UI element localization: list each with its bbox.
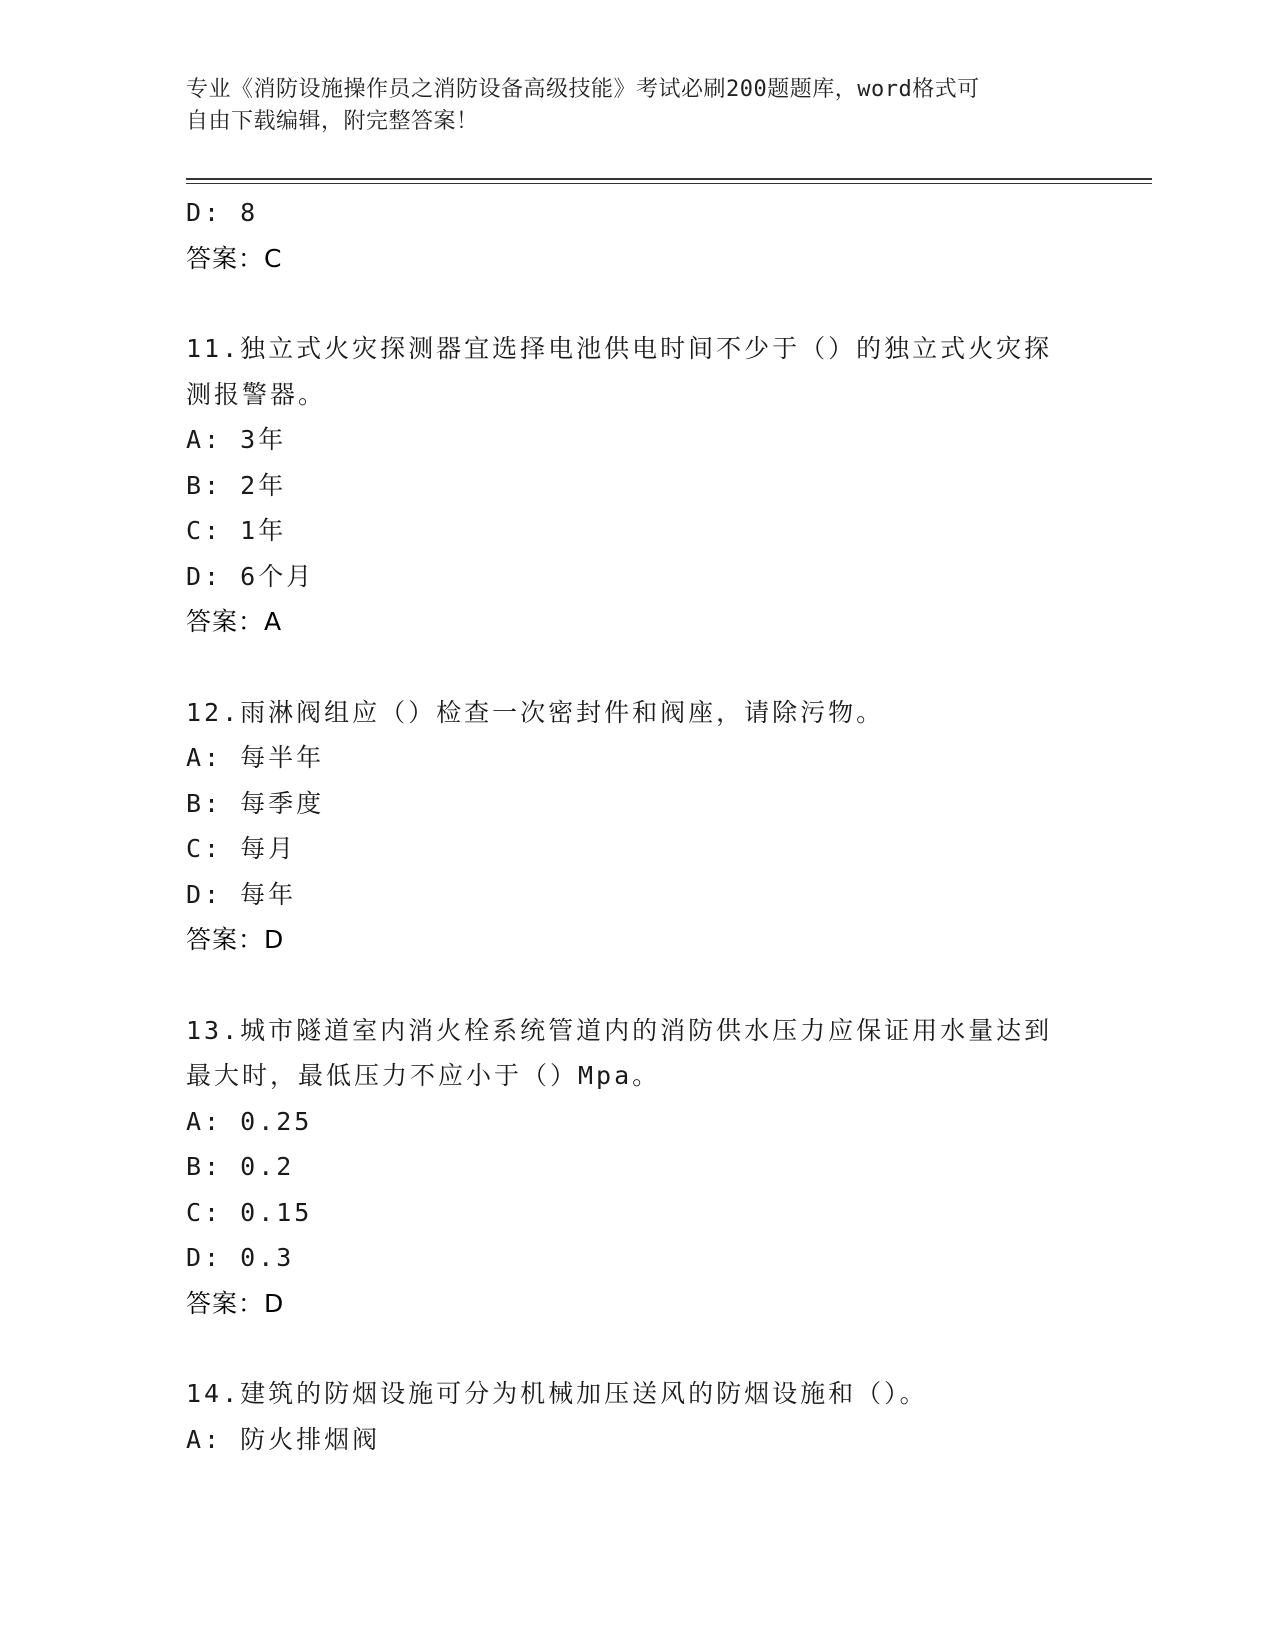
header-divider-thick	[186, 178, 1152, 180]
question-stem: 14.建筑的防烟设施可分为机械加压送风的防烟设施和（）。	[186, 1379, 928, 1408]
question-stem: 11.独立式火灾探测器宜选择电池供电时间不少于（）的独立式火灾探	[186, 334, 1053, 363]
option-c: C: 0.15	[186, 1197, 313, 1227]
question-content	[186, 190, 1086, 1462]
answer-line: 答案：D	[186, 925, 285, 954]
question-11	[186, 326, 1086, 645]
previous-question-tail	[186, 190, 1086, 281]
spacer	[186, 281, 1086, 326]
spacer	[186, 1326, 1086, 1371]
option-d: D: 8	[186, 198, 259, 227]
question-stem-continued: 测报警器。	[186, 379, 327, 409]
answer-line: 答案：A	[186, 607, 283, 636]
option-d: D: 6个月	[186, 561, 315, 591]
option-c: C: 1年	[186, 516, 287, 545]
option-d: D: 0.3	[186, 1243, 295, 1272]
answer-line: 答案：D	[186, 1288, 285, 1318]
option-b: B: 0.2	[186, 1152, 295, 1181]
header-title-line-2: 自由下载编辑，附完整答案！	[186, 109, 479, 134]
option-a: A: 每半年	[186, 743, 325, 772]
spacer	[186, 645, 1086, 690]
option-c: C: 每月	[186, 834, 297, 863]
question-stem: 12.雨淋阀组应（）检查一次密封件和阀座，请除污物。	[186, 697, 885, 727]
spacer	[186, 963, 1086, 1008]
answer-line: 答案：C	[186, 243, 283, 273]
question-stem-continued: 最大时，最低压力不应小于（）Mpa。	[186, 1061, 661, 1090]
question-13	[186, 1008, 1086, 1327]
option-b: B: 2年	[186, 470, 287, 500]
header-divider-thin	[186, 183, 1152, 184]
question-stem: 13.城市隧道室内消火栓系统管道内的消防供水压力应保证用水量达到	[186, 1015, 1053, 1045]
option-d: D: 每年	[186, 879, 297, 909]
question-12	[186, 690, 1086, 963]
header-title-line-1: 专业《消防设施操作员之消防设备高级技能》考试必刷200题题库，word格式可	[186, 77, 980, 102]
option-a: A: 防火排烟阀	[186, 1424, 381, 1454]
option-a: A: 0.25	[186, 1106, 313, 1136]
document-header	[186, 74, 1066, 138]
option-a: A: 3年	[186, 425, 287, 454]
option-b: B: 每季度	[186, 788, 325, 818]
question-14	[186, 1371, 1086, 1462]
